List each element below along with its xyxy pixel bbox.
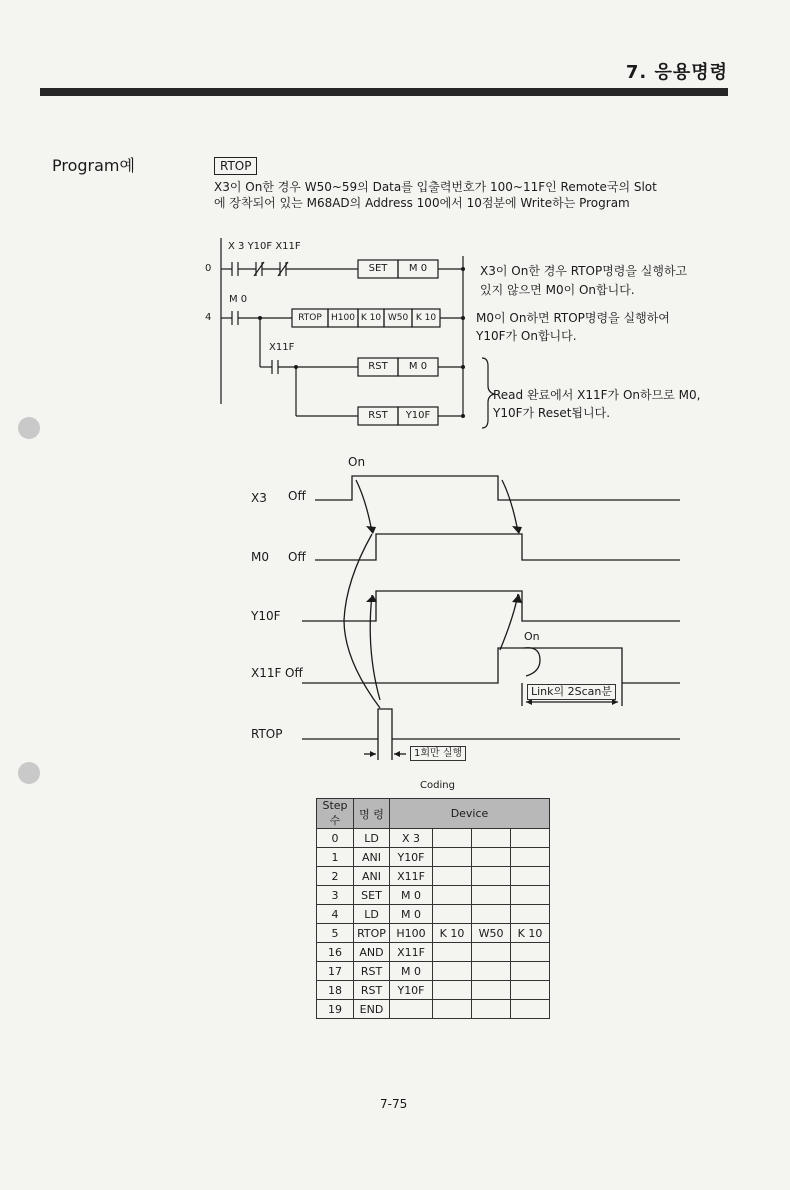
table-row — [317, 943, 550, 962]
rst-command-1: RST — [368, 361, 388, 372]
header-rule — [40, 88, 728, 96]
device-cell — [511, 848, 550, 867]
device-cell — [511, 867, 550, 886]
x3-signal-label: X3 — [251, 491, 267, 505]
step-cell: 17 — [317, 962, 354, 981]
description-line-1: X3이 On한 경우 W50~59의 Data를 입출력번호가 100~11F인 Remote국의 Slot — [214, 180, 657, 194]
rtop-arg-3: W50 — [387, 313, 409, 323]
device-cell: X11F — [390, 943, 433, 962]
rtop-arg-2: K 10 — [360, 313, 382, 323]
set-device: M 0 — [408, 263, 428, 274]
command-cell: RTOP — [354, 924, 390, 943]
m0-signal-label: M0 — [251, 550, 269, 564]
device-cell — [433, 867, 472, 886]
contacts-row0-label: X 3 Y10F X11F — [228, 241, 301, 252]
device-cell — [472, 905, 511, 924]
device-cell: H100 — [390, 924, 433, 943]
device-cell — [511, 981, 550, 1000]
device-cell — [511, 1000, 550, 1019]
device-cell: Y10F — [390, 848, 433, 867]
rst-command-2: RST — [368, 410, 388, 421]
table-row — [317, 924, 550, 943]
device-cell — [433, 1000, 472, 1019]
table-row — [317, 829, 550, 848]
command-cell: LD — [354, 905, 390, 924]
coding-title: Coding — [420, 780, 455, 791]
step-number-0: 0 — [205, 263, 212, 274]
device-cell — [511, 943, 550, 962]
device-cell — [511, 829, 550, 848]
device-cell — [472, 962, 511, 981]
command-cell: LD — [354, 829, 390, 848]
contact-m0-label: M 0 — [229, 294, 248, 305]
device-cell — [472, 1000, 511, 1019]
device-cell: M 0 — [390, 905, 433, 924]
step-cell: 0 — [317, 829, 354, 848]
command-cell: ANI — [354, 848, 390, 867]
rtop-arg-4: K 10 — [415, 313, 437, 323]
x11f-off-label: Off — [285, 666, 303, 680]
command-cell: RST — [354, 962, 390, 981]
step-cell: 16 — [317, 943, 354, 962]
link-scan-note: Link의 2Scan분 — [527, 684, 616, 700]
note-3-line-1: Read 완료에서 X11F가 On하므로 M0, — [493, 388, 701, 402]
device-cell: K 10 — [433, 924, 472, 943]
device-cell: W50 — [472, 924, 511, 943]
m0-off-label: Off — [288, 550, 306, 564]
contact-x11f-label: X11F — [269, 342, 295, 353]
command-cell: RST — [354, 981, 390, 1000]
table-row — [317, 905, 550, 924]
device-cell — [511, 905, 550, 924]
device-cell: X 3 — [390, 829, 433, 848]
table-row — [317, 981, 550, 1000]
header-step: Step수 — [317, 799, 354, 829]
table-row — [317, 962, 550, 981]
device-cell — [472, 867, 511, 886]
punch-hole — [18, 417, 40, 439]
y10f-signal-label: Y10F — [251, 609, 281, 623]
header-command: 명 령 — [354, 799, 390, 829]
device-cell: M 0 — [390, 962, 433, 981]
step-cell: 19 — [317, 1000, 354, 1019]
note-2-line-2: Y10F가 On합니다. — [476, 329, 577, 343]
device-cell — [433, 848, 472, 867]
once-executed-note: 1회만 실행 — [410, 746, 466, 761]
rtop-command: RTOP — [298, 313, 322, 323]
step-cell: 18 — [317, 981, 354, 1000]
rtop-signal-label: RTOP — [251, 727, 283, 741]
device-cell — [511, 962, 550, 981]
table-row — [317, 1000, 550, 1019]
coding-table — [316, 798, 550, 1019]
command-cell: SET — [354, 886, 390, 905]
device-cell — [472, 943, 511, 962]
note-3-line-2: Y10F가 Reset됩니다. — [493, 406, 611, 420]
device-cell — [472, 829, 511, 848]
page-number: 7-75 — [380, 1097, 408, 1111]
note-1-line-2: 있지 않으면 M0이 On합니다. — [480, 283, 635, 297]
program-example-label: Program예 — [52, 156, 135, 175]
command-cell: END — [354, 1000, 390, 1019]
device-cell — [472, 981, 511, 1000]
x3-on-label: On — [348, 455, 366, 469]
step-cell: 2 — [317, 867, 354, 886]
punch-hole — [18, 762, 40, 784]
rst-device-2: Y10F — [405, 410, 431, 421]
device-cell — [433, 943, 472, 962]
device-cell — [390, 1000, 433, 1019]
device-cell: K 10 — [511, 924, 550, 943]
device-cell — [433, 886, 472, 905]
device-cell — [433, 981, 472, 1000]
step-number-4: 4 — [205, 312, 212, 323]
set-command: SET — [368, 263, 388, 274]
table-row — [317, 848, 550, 867]
table-row — [317, 886, 550, 905]
device-cell: M 0 — [390, 886, 433, 905]
device-cell — [472, 886, 511, 905]
device-cell: X11F — [390, 867, 433, 886]
rst-device-1: M 0 — [408, 361, 428, 372]
step-cell: 1 — [317, 848, 354, 867]
command-cell: ANI — [354, 867, 390, 886]
command-box: RTOP — [214, 157, 257, 175]
rtop-arg-1: H100 — [331, 313, 355, 323]
x11f-signal-label: X11F — [251, 666, 282, 680]
device-cell: Y10F — [390, 981, 433, 1000]
device-cell — [472, 848, 511, 867]
header-device: Device — [390, 799, 550, 829]
note-1-line-1: X3이 On한 경우 RTOP명령을 실행하고 — [480, 264, 688, 278]
x11f-on-label: On — [524, 630, 540, 643]
device-cell — [433, 962, 472, 981]
command-cell: AND — [354, 943, 390, 962]
device-cell — [433, 905, 472, 924]
step-cell: 5 — [317, 924, 354, 943]
table-row — [317, 867, 550, 886]
device-cell — [433, 829, 472, 848]
note-2-line-1: M0이 On하면 RTOP명령을 실행하여 — [476, 311, 670, 325]
step-cell: 4 — [317, 905, 354, 924]
description-line-2: 에 장착되어 있는 M68AD의 Address 100에서 10점분에 Write하는 Program — [214, 196, 630, 210]
step-cell: 3 — [317, 886, 354, 905]
device-cell — [511, 886, 550, 905]
chapter-title: 7. 응용명령 — [625, 62, 728, 83]
x3-off-label: Off — [288, 489, 306, 503]
